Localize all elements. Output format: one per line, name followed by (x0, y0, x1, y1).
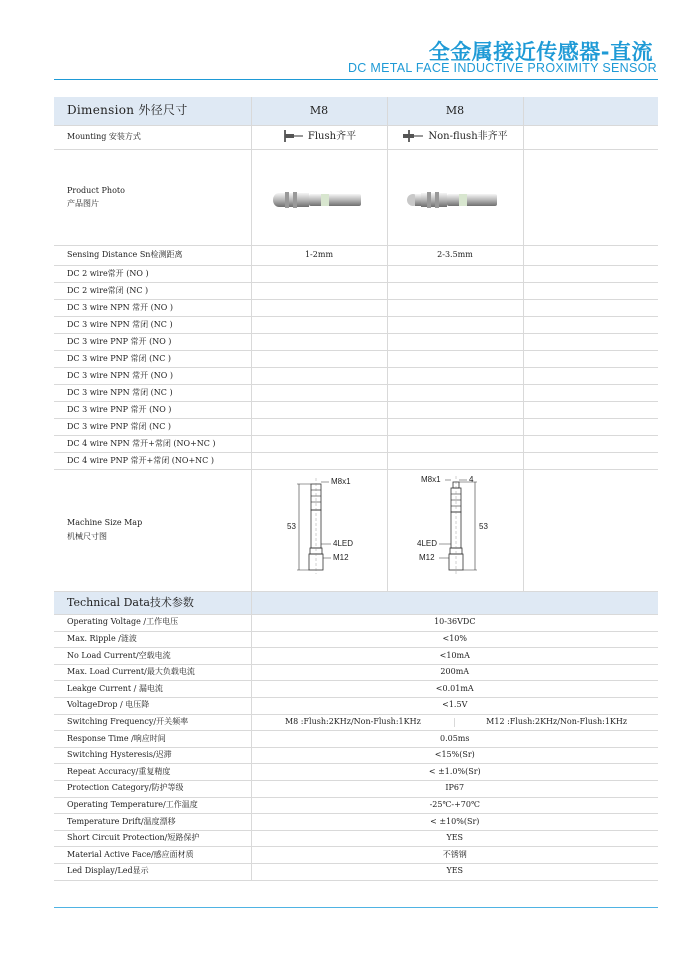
size-map-label-cn: 机械尺寸图 (67, 532, 107, 541)
tech-row (54, 681, 658, 698)
tech-label: Max. Load Current/最大负载电流 (54, 664, 251, 681)
wiring-rows (54, 266, 658, 470)
col1-size: M8 (251, 97, 387, 126)
non-flush-mount-icon (402, 129, 424, 143)
tech-label: Temperature Drift/温度漂移 (54, 814, 251, 831)
sensor-photo-flush (269, 180, 369, 216)
tech-label: Response Time /响应时间 (54, 731, 251, 748)
tech-row (54, 847, 658, 864)
non-flush-label: Non-flush非齐平 (428, 130, 508, 142)
tech-row (54, 814, 658, 831)
dimension-drawing-flush (259, 474, 379, 584)
sensing-col2: 2-3.5mm (387, 246, 523, 266)
sensing-col1: 1-2mm (251, 246, 387, 266)
header-divider (54, 79, 658, 80)
tech-row (54, 780, 658, 797)
size-map-row (54, 470, 658, 592)
tech-value: 10-36VDC (251, 615, 658, 632)
tech-row (54, 664, 658, 681)
wiring-label: DC 3 wire NPN 常闭 (NC ) (54, 317, 251, 334)
tech-section-label: Technical Data技术参数 (54, 592, 251, 615)
tech-label: Leakge Current / 漏电流 (54, 681, 251, 698)
tech-row (54, 648, 658, 665)
tech-label: Protection Category/防护等级 (54, 780, 251, 797)
sensing-row (54, 246, 658, 266)
tech-value: 不锈钢 (251, 847, 658, 864)
sensing-label: Sensing Distance Sn检测距离 (54, 246, 251, 266)
wiring-label: DC 3 wire PNP 常开 (NO ) (54, 334, 251, 351)
wiring-label: DC 3 wire PNP 常闭 (NC ) (54, 419, 251, 436)
flush-mount-icon (282, 129, 304, 143)
tech-value: YES (251, 863, 658, 880)
wiring-label: DC 2 wire常闭 (NC ) (54, 283, 251, 300)
dimension-row (54, 97, 658, 126)
wiring-label: DC 4 wire PNP 常开+常闭 (NO+NC ) (54, 453, 251, 470)
tech-row (54, 830, 658, 847)
tech-label: Switching Hysteresis/迟滞 (54, 747, 251, 764)
photo-row (54, 150, 658, 246)
tech-row (54, 714, 658, 731)
tech-value: <0.01mA (251, 681, 658, 698)
connector-label-flush: M12 (333, 553, 349, 563)
photo-label-en: Product Photo (67, 185, 125, 195)
tech-value: -25℃-+70℃ (251, 797, 658, 814)
tech-row (54, 764, 658, 781)
tech-label: VoltageDrop / 电压降 (54, 697, 251, 714)
tech-section-row (54, 592, 658, 615)
tech-label: Material Active Face/感应面材质 (54, 847, 251, 864)
wiring-label: DC 3 wire NPN 常开 (NO ) (54, 368, 251, 385)
length-label-flush: 53 (287, 522, 296, 532)
tech-label: Switching Frequency/开关频率 (54, 714, 251, 731)
wiring-row (54, 419, 658, 436)
led-label-flush: 4LED (333, 539, 354, 549)
wiring-label: DC 3 wire NPN 常开 (NO ) (54, 300, 251, 317)
sensor-photo-non-flush (405, 180, 505, 216)
wiring-row (54, 402, 658, 419)
mounting-row (54, 126, 658, 150)
col3-empty (523, 97, 658, 126)
size-map-label-en: Machine Size Map (67, 518, 143, 528)
tech-value-right: M12 :Flush:2KHz/Non-Flush:1KHz (486, 716, 628, 726)
photo-label-cn: 产品图片 (67, 198, 99, 208)
tech-row (54, 631, 658, 648)
tech-value: 200mA (251, 664, 658, 681)
tech-value: < ±1.0%(Sr) (251, 764, 658, 781)
wiring-row (54, 351, 658, 368)
tech-value: <15%(Sr) (251, 747, 658, 764)
tech-value: IP67 (251, 780, 658, 797)
tech-value: <10mA (251, 648, 658, 665)
header-title-cn: 全金属接近传感器-直流 (428, 40, 653, 64)
tech-row (54, 863, 658, 880)
wiring-row (54, 317, 658, 334)
tech-row (54, 747, 658, 764)
tech-label: Short Circuit Protection/短路保护 (54, 830, 251, 847)
wiring-row (54, 266, 658, 283)
wiring-label: DC 3 wire NPN 常闭 (NC ) (54, 385, 251, 402)
tech-row (54, 797, 658, 814)
led-label-non-flush: 4LED (417, 539, 438, 549)
tech-value: YES (251, 830, 658, 847)
dimension-label: Dimension 外径尺寸 (54, 97, 251, 126)
wiring-row (54, 368, 658, 385)
wiring-row (54, 300, 658, 317)
tech-label: Repeat Accuracy/重复精度 (54, 764, 251, 781)
spec-table (54, 97, 658, 881)
tech-rows (54, 615, 658, 881)
mounting-label: Mounting 安装方式 (54, 126, 251, 150)
wiring-row (54, 453, 658, 470)
tech-label: Max. Ripple /涟波 (54, 631, 251, 648)
flush-label: Flush齐平 (307, 130, 357, 142)
thread-label-flush: M8x1 (331, 477, 351, 487)
tech-value: <10% (251, 631, 658, 648)
wiring-row (54, 436, 658, 453)
length-label-non-flush: 53 (479, 522, 488, 532)
tech-label: No Load Current/空载电流 (54, 648, 251, 665)
wiring-row (54, 334, 658, 351)
gap-label-non-flush: 4 (469, 475, 474, 485)
col2-size: M8 (387, 97, 523, 126)
tech-value: < ±10%(Sr) (251, 814, 658, 831)
tech-row (54, 615, 658, 632)
tech-label: Operating Temperature/工作温度 (54, 797, 251, 814)
dimension-drawing-non-flush (395, 474, 515, 584)
tech-row (54, 731, 658, 748)
tech-row (54, 697, 658, 714)
thread-label-non-flush: M8x1 (421, 475, 441, 485)
wiring-label: DC 3 wire PNP 常开 (NO ) (54, 402, 251, 419)
header-title-en: DC METAL FACE INDUCTIVE PROXIMITY SENSOR (347, 61, 657, 75)
connector-label-non-flush: M12 (419, 553, 435, 563)
tech-label: Led Display/Led显示 (54, 863, 251, 880)
wiring-label: DC 3 wire PNP 常闭 (NC ) (54, 351, 251, 368)
tech-value-left: M8 :Flush:2KHz/Non-Flush:1KHz (252, 718, 456, 727)
wiring-label: DC 2 wire常开 (NO ) (54, 266, 251, 283)
tech-value: <1.5V (251, 697, 658, 714)
footer-divider (54, 907, 658, 908)
tech-value: 0.05ms (251, 731, 658, 748)
tech-label: Operating Voltage /工作电压 (54, 615, 251, 632)
wiring-row (54, 385, 658, 402)
wiring-row (54, 283, 658, 300)
wiring-label: DC 4 wire NPN 常开+常闭 (NO+NC ) (54, 436, 251, 453)
